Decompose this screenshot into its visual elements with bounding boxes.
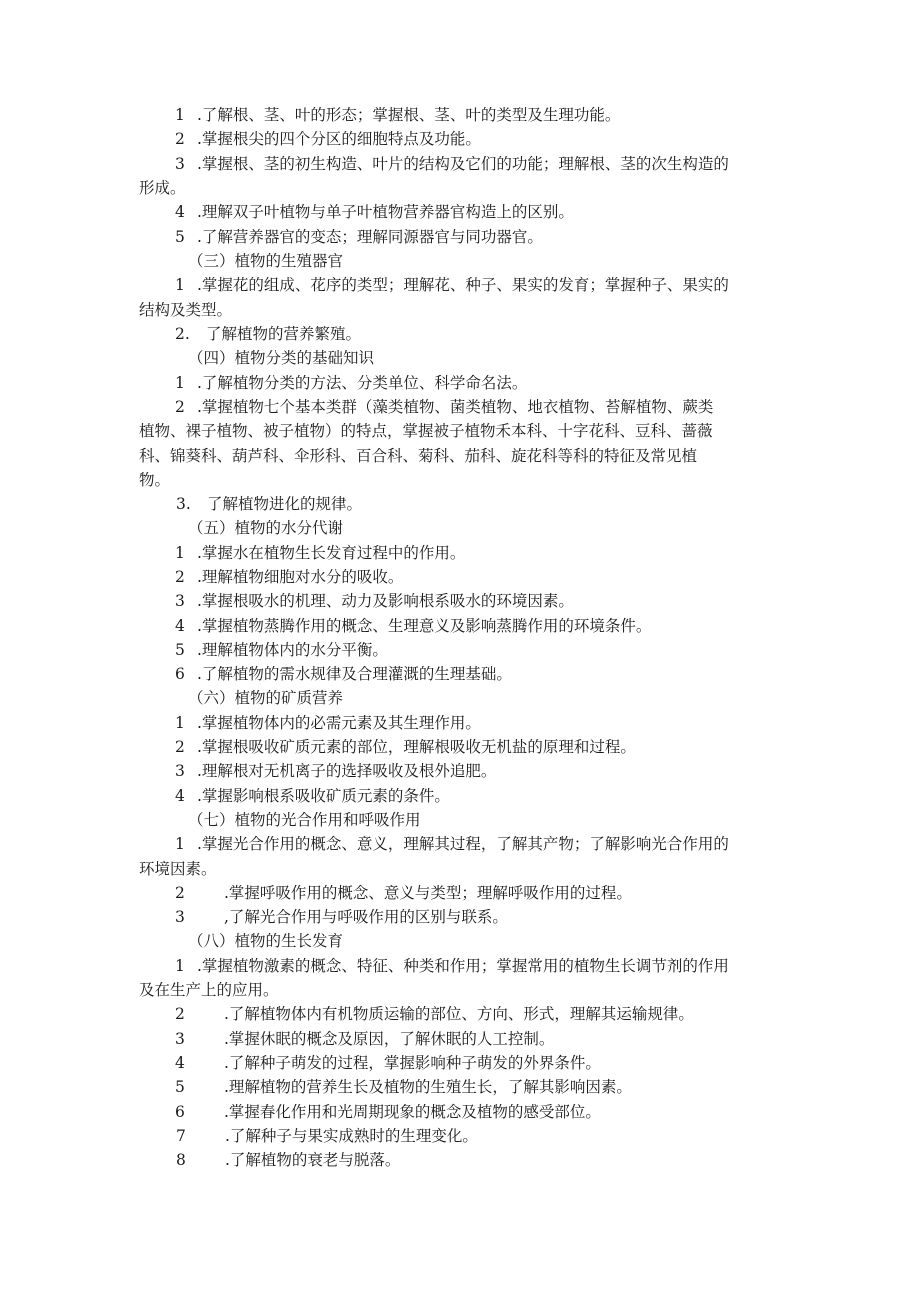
item-text: .了解植物的衰老与脱落。: [225, 1151, 401, 1169]
list-item: [176, 492, 362, 516]
item-text: .掌握根尖的四个分区的细胞特点及功能。: [197, 130, 481, 148]
list-item: [175, 541, 465, 565]
item-text: .理解双子叶植物与单子叶植物营养器官构造上的区别。: [197, 203, 574, 221]
list-item: [175, 395, 713, 419]
list-item: [175, 1075, 632, 1099]
list-item: [175, 127, 481, 151]
item-number: 1: [175, 714, 185, 732]
item-number: 1: [175, 544, 185, 562]
item-number: 4: [175, 1054, 185, 1072]
item-number: 6: [175, 665, 185, 683]
item-text: .理解根对无机离子的选择吸收及根外追肥。: [197, 762, 497, 780]
list-item: [175, 784, 450, 808]
item-number: 1: [175, 835, 185, 853]
item-number: 1: [175, 276, 185, 294]
item-number: 5: [175, 1078, 185, 1096]
list-item: [175, 711, 481, 735]
item-number: 8: [176, 1151, 186, 1169]
section-heading: （四）植物分类的基础知识: [188, 349, 375, 367]
item-text: ,了解光合作用与呼吸作用的区别与联系。: [224, 908, 508, 926]
item-number: 3: [175, 1030, 185, 1048]
section-heading: （六）植物的矿质营养: [188, 689, 344, 707]
item-number: 2: [175, 884, 185, 902]
item-continuation: 植物、裸子植物、被子植物）的特点，掌握被子植物禾本科、十字花科、豆科、蔷薇: [139, 422, 713, 440]
item-text: .理解植物体内的水分平衡。: [197, 641, 388, 659]
item-number: 2.: [175, 325, 190, 343]
item-number: 4: [175, 787, 185, 805]
item-number: 2: [175, 738, 185, 756]
item-continuation: 物。: [139, 471, 171, 489]
item-number: 2: [175, 1005, 185, 1023]
item-continuation: 结构及类型。: [139, 301, 233, 319]
list-item: [175, 103, 620, 127]
list-item: [175, 905, 508, 929]
section-heading: （八）植物的生长发育: [188, 932, 344, 950]
item-text: 了解植物的营养繁殖。: [206, 325, 362, 343]
item-number: 3: [175, 155, 185, 173]
list-item: [176, 1124, 478, 1148]
item-text: .理解植物细胞对水分的吸收。: [197, 568, 404, 586]
item-number: 3.: [176, 495, 191, 513]
item-text: .了解植物分类的方法、分类单位、科学命名法。: [197, 374, 528, 392]
item-text: .掌握春化作用和光周期现象的概念及植物的感受部位。: [224, 1103, 601, 1121]
list-item: [175, 735, 636, 759]
item-continuation: 环境因素。: [139, 860, 217, 878]
item-number: 6: [175, 1103, 185, 1121]
list-item: [175, 1027, 554, 1051]
item-number: 7: [176, 1127, 186, 1145]
item-number: 2: [175, 130, 185, 148]
item-text: .掌握根、茎的初生构造、叶片的结构及它们的功能；理解根、茎的次生构造的: [197, 155, 729, 173]
section-heading: （三）植物的生殖器官: [188, 252, 344, 270]
list-item: [175, 200, 574, 224]
list-item: [176, 1148, 400, 1172]
item-text: .掌握休眠的概念及原因，了解休眠的人工控制。: [224, 1030, 555, 1048]
item-text: .了解营养器官的变态；理解同源器官与同功器官。: [197, 228, 543, 246]
list-item: [175, 322, 361, 346]
list-item: [175, 1100, 601, 1124]
item-number: 3: [175, 592, 185, 610]
item-number: 4: [175, 203, 185, 221]
item-number: 5: [175, 228, 185, 246]
item-text: .掌握水在植物生长发育过程中的作用。: [197, 544, 466, 562]
item-text: .掌握光合作用的概念、意义，理解其过程，了解其产物；了解影响光合作用的: [197, 835, 729, 853]
item-text: .了解植物的需水规律及合理灌溉的生理基础。: [197, 665, 512, 683]
item-text: .掌握植物蒸腾作用的概念、生理意义及影响蒸腾作用的环境条件。: [197, 617, 652, 635]
item-number: 2: [175, 568, 185, 586]
list-item: [175, 225, 543, 249]
item-text: .了解植物体内有机物质运输的部位、方向、形式，理解其运输规律。: [224, 1005, 694, 1023]
item-continuation: 及在生产上的应用。: [139, 981, 279, 999]
list-item: [175, 152, 729, 176]
item-number: 3: [175, 908, 185, 926]
item-text: .了解种子萌发的过程，掌握影响种子萌发的外界条件。: [224, 1054, 601, 1072]
item-text: .了解根、茎、叶的形态；掌握根、茎、叶的类型及生理功能。: [197, 106, 621, 124]
list-item: [175, 881, 632, 905]
item-number: 1: [175, 374, 185, 392]
list-item: [175, 371, 527, 395]
item-text: .掌握植物体内的必需元素及其生理作用。: [197, 714, 481, 732]
item-text: .掌握植物七个基本类群（藻类植物、菌类植物、地衣植物、苔解植物、蕨类: [197, 398, 714, 416]
list-item: [175, 273, 729, 297]
item-text: .理解植物的营养生长及植物的生殖生长，了解其影响因素。: [224, 1078, 632, 1096]
item-text: .掌握植物激素的概念、特征、种类和作用；掌握常用的植物生长调节剂的作用: [197, 957, 729, 975]
item-continuation: 形成。: [139, 179, 186, 197]
section-heading: （五）植物的水分代谢: [188, 519, 344, 537]
item-number: 4: [175, 617, 185, 635]
list-item: [175, 954, 729, 978]
item-continuation: 科、锦葵科、葫芦科、伞形科、百合科、菊科、茄科、旋花科等科的特征及常见植: [139, 447, 698, 465]
list-item: [175, 1051, 601, 1075]
item-text: .掌握呼吸作用的概念、意义与类型；理解呼吸作用的过程。: [224, 884, 632, 902]
list-item: [175, 759, 496, 783]
list-item: [175, 589, 574, 613]
item-text: 了解植物进化的规律。: [207, 495, 363, 513]
item-number: 3: [175, 762, 185, 780]
item-text: .掌握根吸收矿质元素的部位，理解根吸收无机盐的原理和过程。: [197, 738, 636, 756]
list-item: [175, 614, 651, 638]
item-text: .掌握根吸水的机理、动力及影响根系吸水的环境因素。: [197, 592, 574, 610]
list-item: [175, 1002, 694, 1026]
list-item: [175, 832, 729, 856]
list-item: [175, 565, 403, 589]
item-number: 1: [175, 106, 185, 124]
item-text: .了解种子与果实成熟时的生理变化。: [225, 1127, 478, 1145]
item-number: 2: [175, 398, 185, 416]
item-text: .掌握花的组成、花序的类型；理解花、种子、果实的发育；掌握种子、果实的: [197, 276, 729, 294]
item-number: 1: [175, 957, 185, 975]
item-number: 5: [175, 641, 185, 659]
item-text: .掌握影响根系吸收矿质元素的条件。: [197, 787, 450, 805]
list-item: [175, 662, 512, 686]
section-heading: （七）植物的光合作用和呼吸作用: [188, 811, 421, 829]
list-item: [175, 638, 388, 662]
